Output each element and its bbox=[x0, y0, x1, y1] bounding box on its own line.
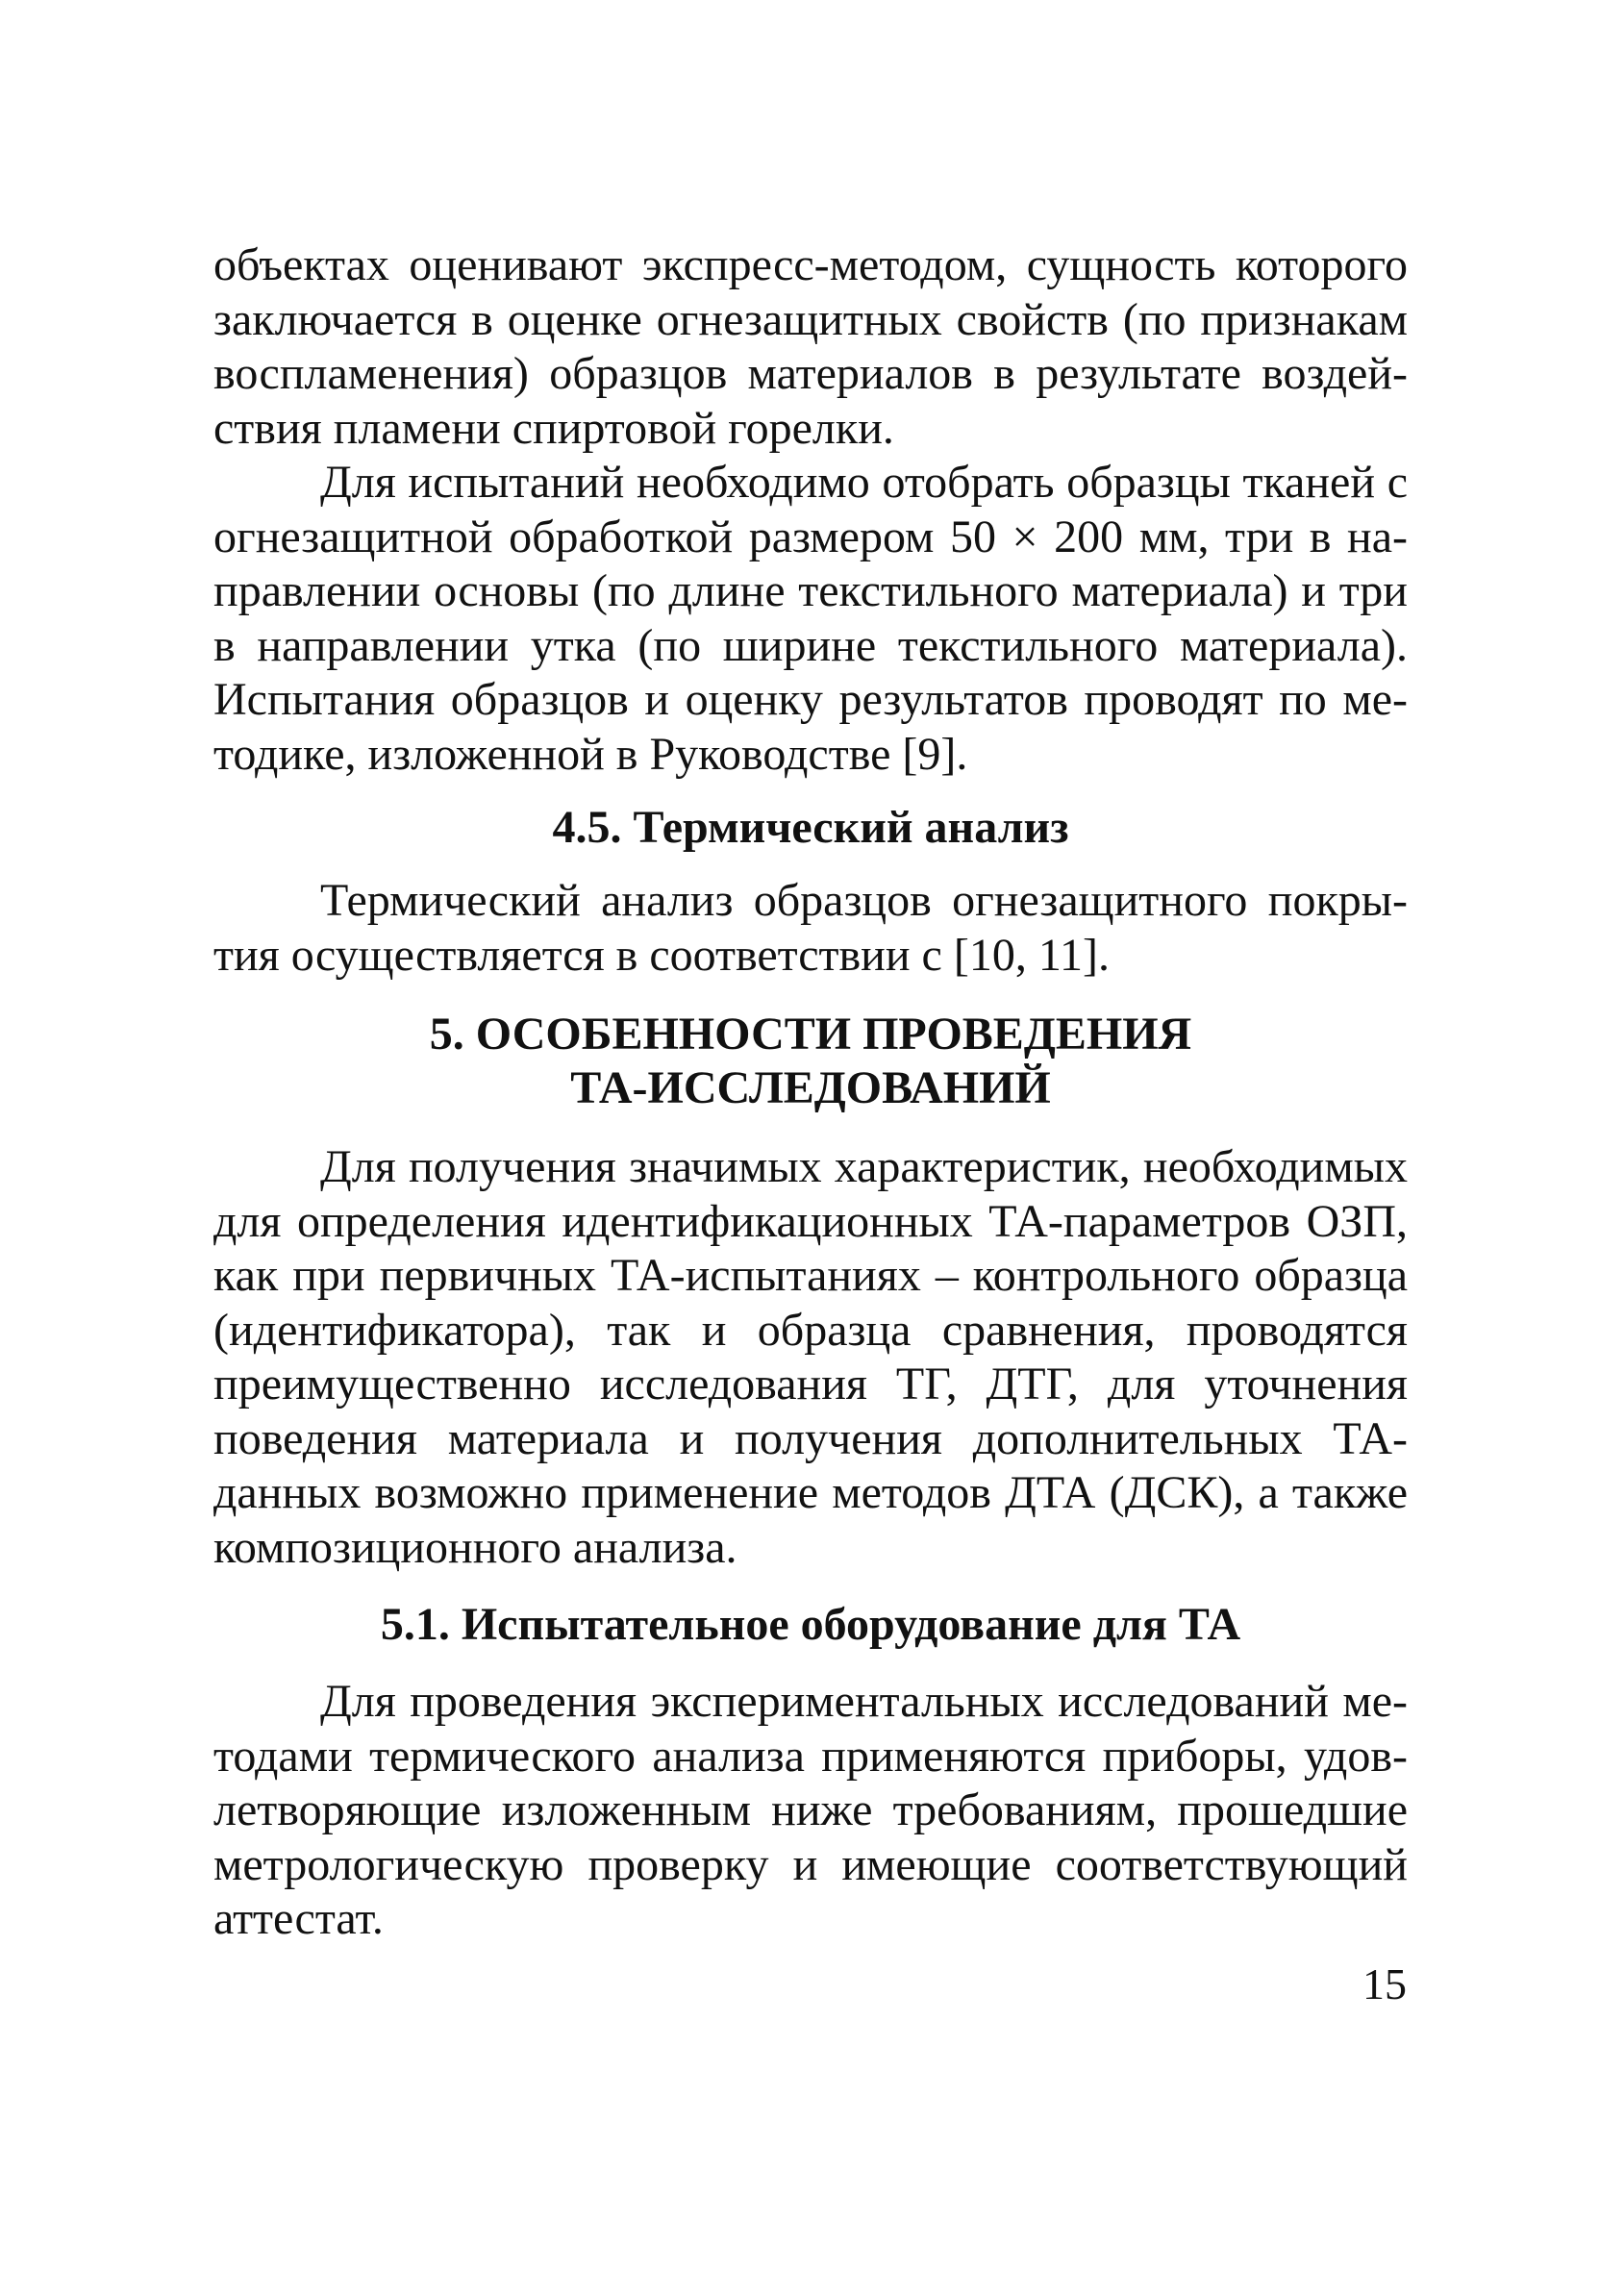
heading-5-line-2: ТА-ИССЛЕДОВАНИЙ bbox=[570, 1062, 1051, 1113]
heading-4-5-thermal-analysis: 4.5. Термический анализ bbox=[552, 802, 1069, 853]
heading-5-1-test-equipment: 5.1. Испытательное оборудование для ТА bbox=[380, 1599, 1241, 1650]
paragraph-instruments: Для проведения экспериментальных исследований методами термического анализа применяются приборы, удовлетворяющие изложенным ниже требованиям, прошедшие метрологическую проверку и имеющие соответствующий аттестат. bbox=[213, 1676, 1408, 1944]
paragraph-thermal-analysis: Термический анализ образцов огнезащитного покрытия осуществляется в соответствии с [10, 11]. bbox=[213, 875, 1408, 981]
heading-5-line-1: 5. ОСОБЕННОСТИ ПРОВЕДЕНИЯ bbox=[429, 1009, 1192, 1060]
paragraph-ta-characteristics: Для получения значимых характеристик, необходимых для определения идентификационных ТА-параметров ОЗП, как при первичных ТА-испытаниях – контрольного образца (идентификатора), так и образца сравнения, проводятся преимущественно исследования ТГ, ДТГ, для уточнения поведения материала и получения дополнительных ТА-данных возможно применение методов ДТА (ДСК), а также композиционного анализа. bbox=[213, 1141, 1408, 1573]
paragraph-fabric-samples: Для испытаний необходимо отобрать образцы тканей с огнезащитной обработкой размером 50 × 200 мм, три в направлении основы (по длине текстильного материала) и три в направлении утка (по ширине текстильного материала). Испытания образцов и оценку результатов проводят по методике, изложенной в Руководстве [9]. bbox=[213, 457, 1408, 780]
heading-5-ta-research bbox=[213, 1008, 1408, 1115]
page-number: 15 bbox=[1362, 1959, 1407, 2008]
page-body bbox=[213, 238, 1408, 1947]
paragraph-express-method: объектах оценивают экспресс-методом, сущность которого заключается в оценке огнезащитных свойств (по признакам воспламенения) образцов материалов в результате воздействия пламени спиртовой горелки. bbox=[213, 239, 1408, 454]
